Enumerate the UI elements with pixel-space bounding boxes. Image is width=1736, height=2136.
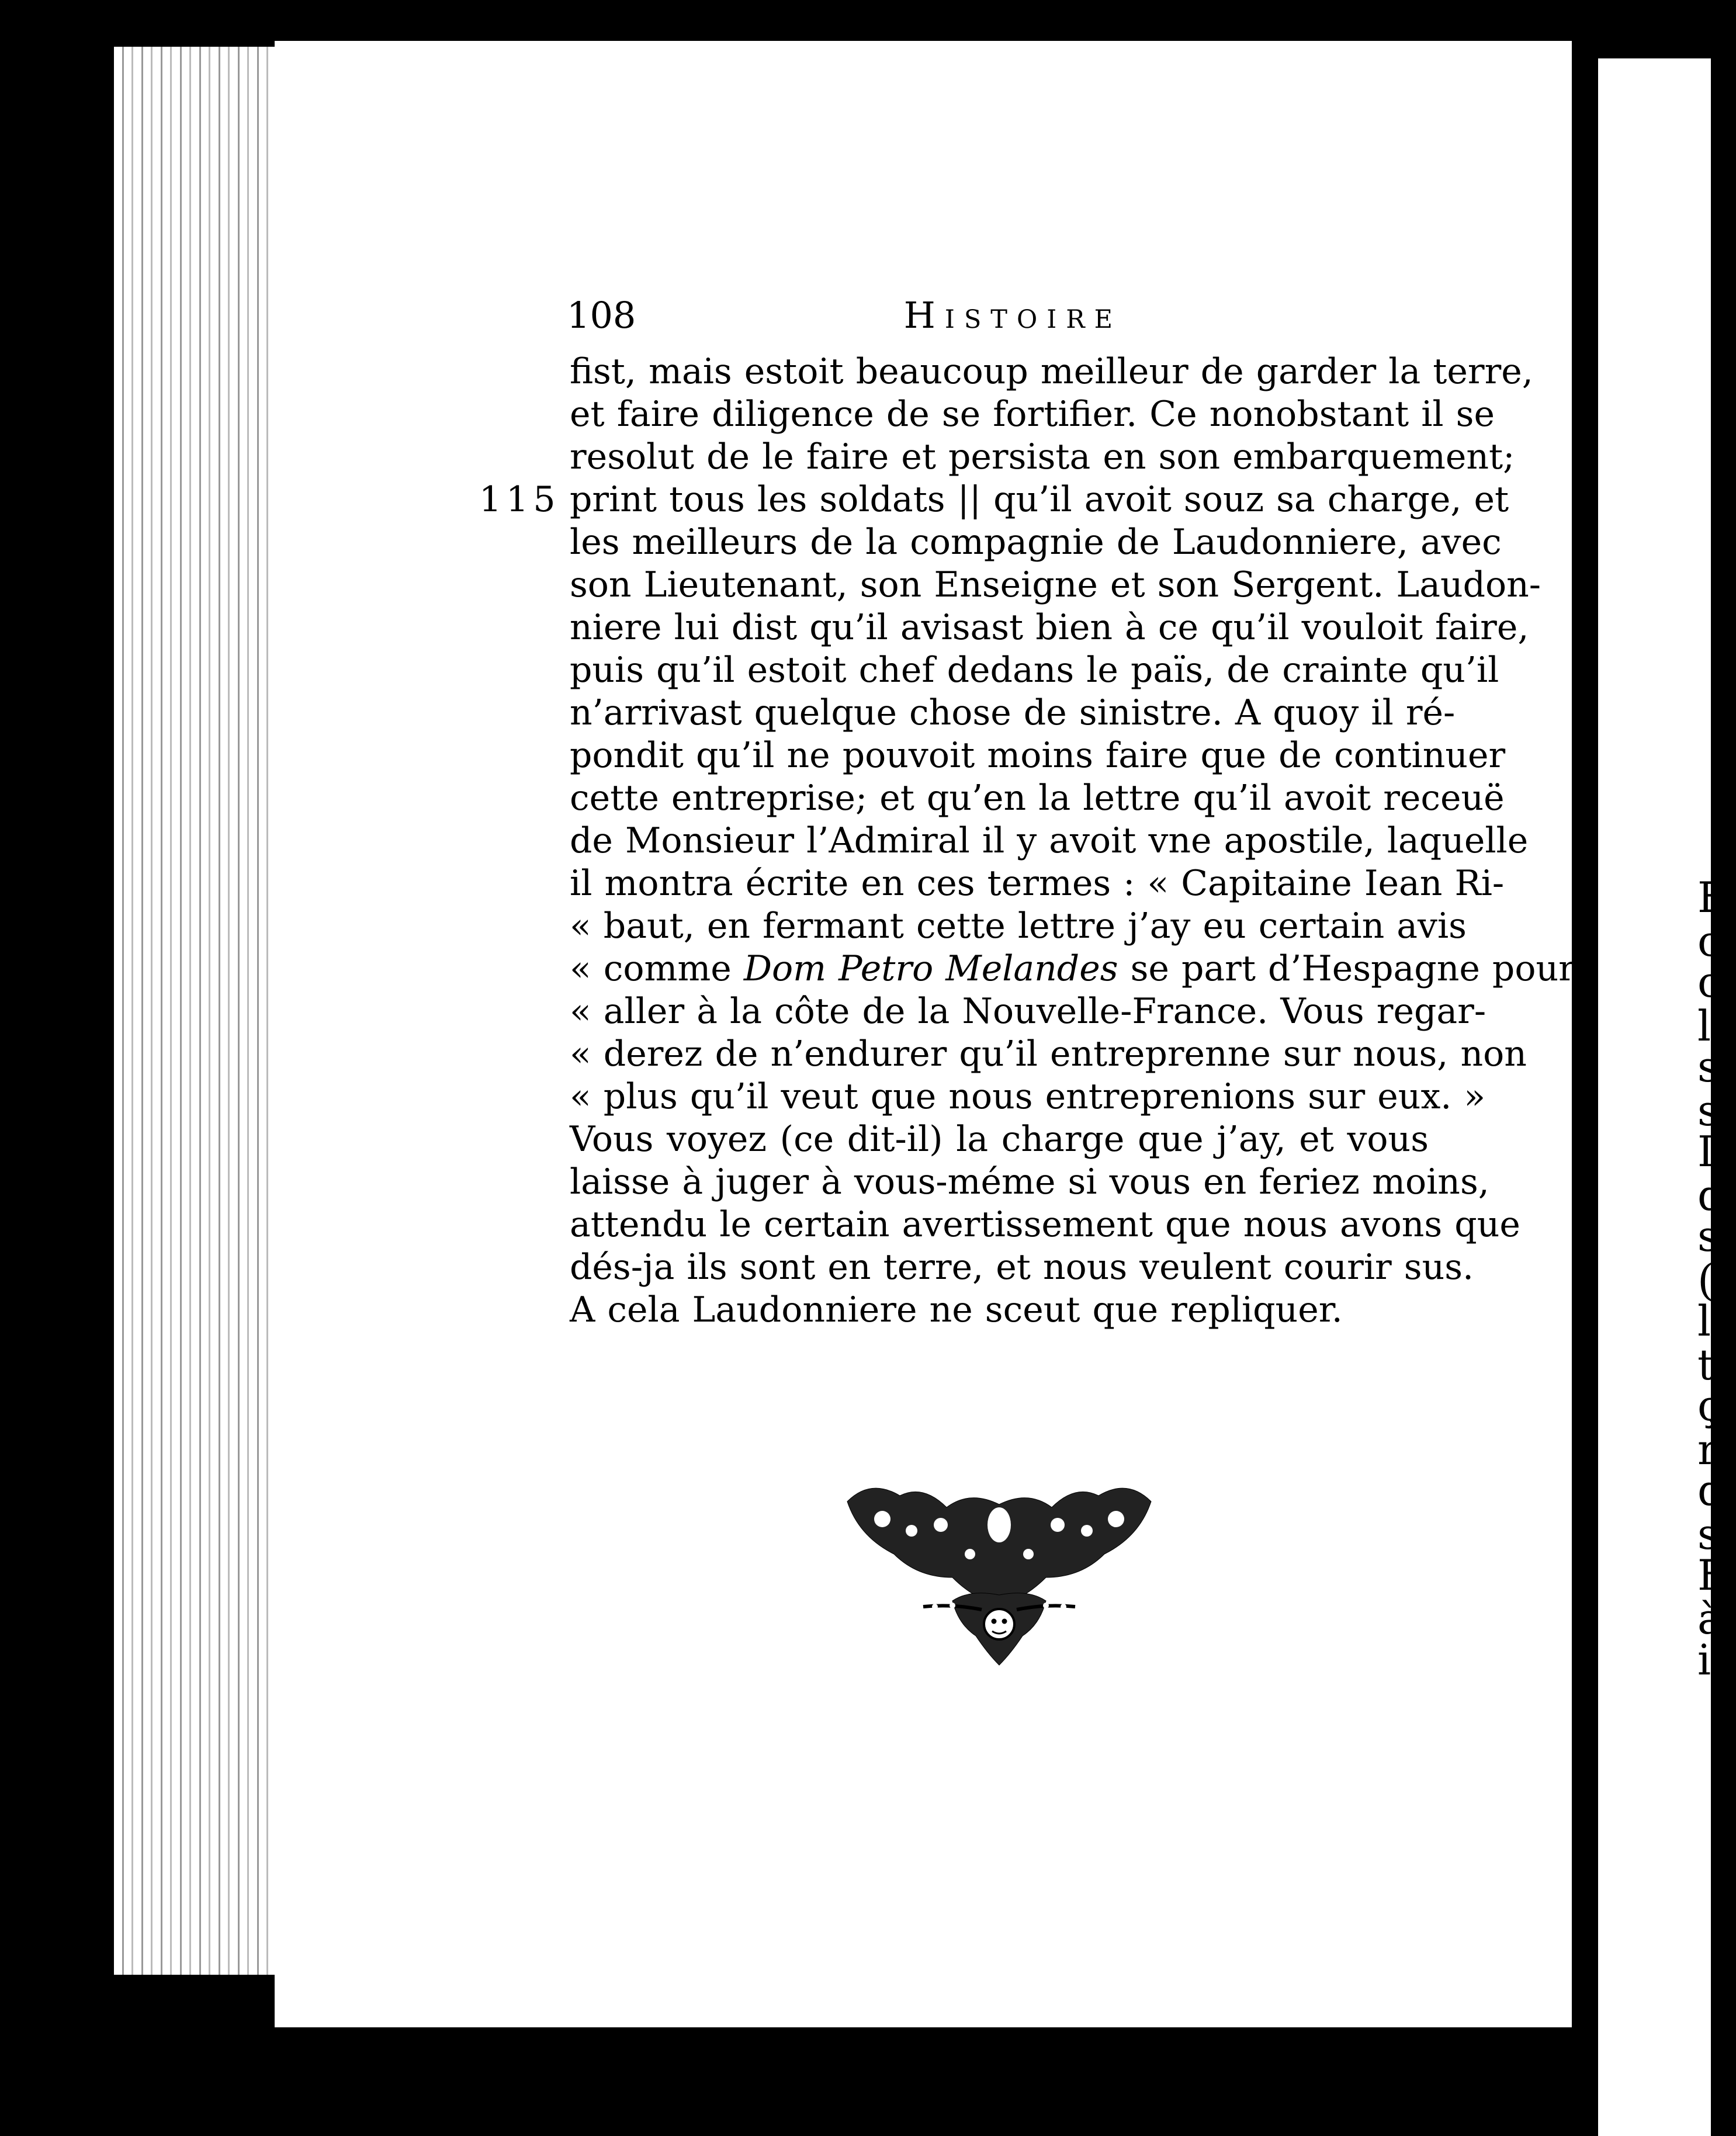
fragment-char: à — [1697, 1594, 1723, 1643]
text-line: « aller à la côte de la Nouvelle-France. Vous regar- — [570, 991, 1486, 1032]
running-title: Histoire — [903, 294, 1122, 337]
text-line: Vous voyez (ce dit-il) la charge que j’ay, et vous — [570, 1119, 1429, 1160]
text-line: A cela Laudonniere ne sceut que repliquer. — [570, 1289, 1343, 1330]
fragment-char: I — [1697, 1127, 1714, 1176]
text-line: print tous les soldats || qu’il avoit souz sa charge, et — [570, 479, 1509, 520]
text-segment: se part d’Hespagne pour — [1118, 948, 1575, 989]
fragment-char: r — [1697, 1425, 1718, 1474]
text-line: cette entreprise; et qu’en la lettre qu’il avoit receuë — [570, 778, 1505, 819]
fragment-char: q — [1697, 1466, 1725, 1515]
text-line: les meilleurs de la compagnie de Laudonniere, avec — [570, 522, 1502, 563]
text-line: pondit qu’il ne pouvoit moins faire que de continuer — [570, 735, 1506, 776]
text-line: niere lui dist qu’il avisast bien à ce qu’il vouloit faire, — [570, 607, 1529, 648]
decorative-ornament-icon — [836, 1478, 1163, 1688]
fragment-char: ç — [1697, 1381, 1721, 1430]
fragment-char: s — [1697, 1086, 1719, 1135]
body-text — [570, 351, 1575, 1331]
fragment-char: ( — [1697, 1256, 1714, 1305]
fragment-char: c — [1697, 958, 1721, 1007]
text-line: attendu le certain avertissement que nous avons que — [570, 1204, 1520, 1245]
margin-line-number: 115 — [479, 479, 560, 520]
text-line: « derez de n’endurer qu’il entreprenne sur nous, non — [570, 1034, 1527, 1074]
text-line: fist, mais estoit beaucoup meilleur de garder la terre, — [570, 351, 1533, 392]
text-line: laisse à juger à vous-méme si vous en feriez moins, — [570, 1161, 1489, 1202]
page-number: 108 — [567, 294, 636, 337]
text-line: son Lieutenant, son Enseigne et son Sergent. Laudon- — [570, 564, 1541, 605]
fragment-char: s — [1697, 1212, 1719, 1261]
text-line: n’arrivast quelque chose de sinistre. A quoy il ré- — [570, 692, 1456, 733]
fragment-char: E — [1697, 873, 1728, 922]
text-line-with-italic — [570, 948, 1575, 990]
text-line: « plus qu’il veut que nous entreprenions sur eux. » — [570, 1076, 1486, 1117]
fragment-char: d — [1697, 1171, 1725, 1220]
fragment-char: t — [1697, 1340, 1714, 1389]
italic-name: Dom Petro Melandes — [743, 948, 1118, 989]
text-line: dés-ja ils sont en terre, et nous veulent courir sus. — [570, 1247, 1474, 1288]
text-line: il montra écrite en ces termes : « Capitaine Iean Ri- — [570, 863, 1505, 904]
text-line: « baut, en fermant cette lettre j’ay eu certain avis — [570, 906, 1467, 946]
fragment-char: s — [1697, 1042, 1719, 1091]
text-line: et faire diligence de se fortifier. Ce nonobstant il se — [570, 394, 1495, 435]
fragment-char: i — [1697, 1635, 1711, 1684]
fragment-char: s — [1697, 1510, 1719, 1559]
fragment-char: F — [1697, 1551, 1727, 1600]
text-line: puis qu’il estoit chef dedans le païs, de crainte qu’il — [570, 650, 1499, 691]
fragment-char: l — [1697, 1296, 1711, 1346]
text-line: resolut de le faire et persista en son embarquement; — [570, 436, 1515, 477]
book-page-edges — [114, 47, 283, 1975]
fragment-char: c — [1697, 917, 1721, 966]
fragment-char: le — [1697, 1001, 1736, 1050]
text-segment: « comme — [570, 948, 744, 989]
text-line: de Monsieur l’Admiral il y avoit vne apostile, laquelle — [570, 820, 1529, 861]
